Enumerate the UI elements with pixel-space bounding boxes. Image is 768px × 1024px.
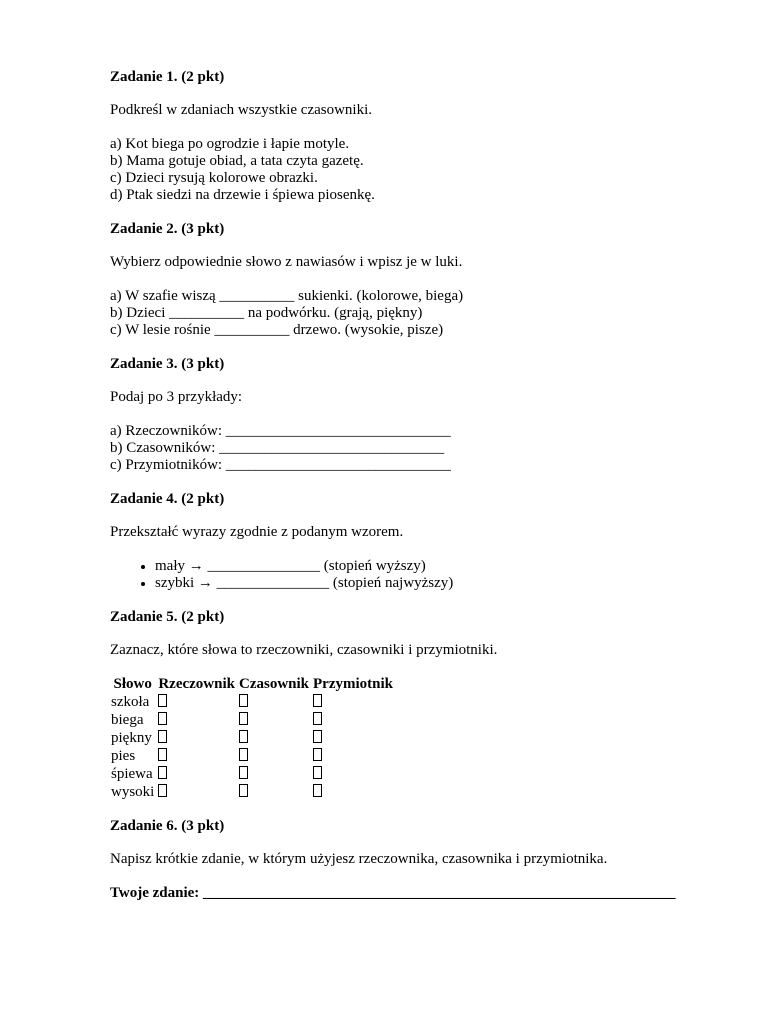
column-header-verb: Czasownik	[239, 676, 310, 692]
adjective-checkbox-cell	[311, 729, 395, 747]
noun-checkbox[interactable]	[158, 748, 167, 761]
word-cell: biega	[111, 712, 144, 728]
example-line: b) Czasowników: ______________________________	[110, 440, 445, 456]
sentence-item: c) Dzieci rysują kolorowe obrazki.	[110, 170, 318, 186]
verb-checkbox[interactable]	[239, 730, 248, 743]
task-3-heading: Zadanie 3. (3 pkt)	[110, 356, 225, 372]
table-row	[109, 729, 395, 747]
word-cell: szkoła	[111, 694, 150, 710]
noun-checkbox-cell	[156, 783, 237, 801]
adjective-checkbox[interactable]	[313, 766, 322, 779]
task-2	[110, 221, 708, 339]
adjective-checkbox[interactable]	[313, 694, 322, 707]
answer-blank[interactable]: _______________________________________________________________	[203, 885, 676, 901]
sentence-item: b) Mama gotuje obiad, a tata czyta gazetę.	[110, 153, 364, 169]
gap-sentence-item: c) W lesie rośnie __________ drzewo. (wysokie, pisze)	[110, 322, 444, 338]
adjective-checkbox[interactable]	[313, 712, 322, 725]
noun-checkbox[interactable]	[158, 766, 167, 779]
task-3-example-lines	[110, 423, 708, 474]
example-line: a) Rzeczowników: ______________________________	[110, 423, 451, 439]
verb-checkbox-cell	[237, 729, 311, 747]
noun-checkbox-cell	[156, 729, 237, 747]
word-cell: piękny	[111, 730, 152, 746]
verb-checkbox-cell	[237, 747, 311, 765]
noun-checkbox[interactable]	[158, 730, 167, 743]
task-2-heading: Zadanie 2. (3 pkt)	[110, 221, 225, 237]
task-2-gap-sentences	[110, 288, 708, 339]
noun-checkbox-cell	[156, 693, 237, 711]
column-header-adjective: Przymiotnik	[313, 676, 394, 692]
gap-sentence-item: a) W szafie wiszą __________ sukienki. (kolorowe, biega)	[110, 288, 464, 304]
table-row	[109, 711, 395, 729]
table-header-row	[109, 676, 395, 693]
adjective-checkbox[interactable]	[313, 730, 322, 743]
noun-checkbox-cell	[156, 765, 237, 783]
task-6-instruction: Napisz krótkie zdanie, w którym użyjesz rzeczownika, czasownika i przymiotnika.	[110, 851, 608, 867]
task-1-heading: Zadanie 1. (2 pkt)	[110, 69, 225, 85]
bullet-item: • mały → _______________ (stopień wyższy)	[155, 558, 708, 575]
adjective-checkbox-cell	[311, 693, 395, 711]
task-5-heading: Zadanie 5. (2 pkt)	[110, 609, 225, 625]
task-5	[110, 609, 708, 801]
task-4-instruction: Przekształć wyrazy zgodnie z podanym wzorem.	[110, 524, 404, 540]
sentence-item: d) Ptak siedzi na drzewie i śpiewa piosenkę.	[110, 187, 375, 203]
noun-checkbox-cell	[156, 711, 237, 729]
table-row	[109, 693, 395, 711]
word-classification-table	[109, 676, 395, 801]
bullet-item: • szybki → _______________ (stopień najwyższy)	[155, 575, 708, 592]
adjective-checkbox-cell	[311, 765, 395, 783]
table-row	[109, 747, 395, 765]
column-header-word: Słowo	[113, 676, 152, 692]
verb-checkbox-cell	[237, 693, 311, 711]
noun-checkbox[interactable]	[158, 712, 167, 725]
sentence-item: a) Kot biega po ogrodzie i łapie motyle.	[110, 136, 350, 152]
verb-checkbox[interactable]	[239, 766, 248, 779]
task-3-instruction: Podaj po 3 przykłady:	[110, 389, 243, 405]
gap-sentence-item: b) Dzieci __________ na podwórku. (grają, piękny)	[110, 305, 423, 321]
word-cell: pies	[111, 748, 136, 764]
adjective-checkbox[interactable]	[313, 748, 322, 761]
task-6-heading: Zadanie 6. (3 pkt)	[110, 818, 225, 834]
adjective-checkbox-cell	[311, 711, 395, 729]
column-header-noun: Rzeczownik	[158, 676, 235, 692]
table-row	[109, 765, 395, 783]
verb-checkbox-cell	[237, 783, 311, 801]
verb-checkbox[interactable]	[239, 784, 248, 797]
adjective-checkbox-cell	[311, 747, 395, 765]
task-1-sentences	[110, 136, 708, 204]
table-row	[109, 783, 395, 801]
answer-label: Twoje zdanie:	[110, 885, 200, 901]
adjective-checkbox[interactable]	[313, 784, 322, 797]
task-6	[110, 818, 708, 902]
verb-checkbox-cell	[237, 765, 311, 783]
task-4	[110, 491, 708, 592]
word-cell: wysoki	[111, 784, 155, 800]
task-4-heading: Zadanie 4. (2 pkt)	[110, 491, 225, 507]
noun-checkbox-cell	[156, 747, 237, 765]
task-5-instruction: Zaznacz, które słowa to rzeczowniki, czasowniki i przymiotniki.	[110, 642, 498, 658]
noun-checkbox[interactable]	[158, 694, 167, 707]
adjective-checkbox-cell	[311, 783, 395, 801]
verb-checkbox-cell	[237, 711, 311, 729]
word-cell: śpiewa	[111, 766, 153, 782]
noun-checkbox[interactable]	[158, 784, 167, 797]
task-1-instruction: Podkreśl w zdaniach wszystkie czasowniki.	[110, 102, 373, 118]
verb-checkbox[interactable]	[239, 712, 248, 725]
verb-checkbox[interactable]	[239, 694, 248, 707]
task-4-bullet-list	[110, 558, 708, 592]
answer-line	[110, 885, 708, 902]
task-3	[110, 356, 708, 474]
task-2-instruction: Wybierz odpowiednie słowo z nawiasów i wpisz je w luki.	[110, 254, 463, 270]
verb-checkbox[interactable]	[239, 748, 248, 761]
task-1	[110, 69, 708, 204]
example-line: c) Przymiotników: ______________________________	[110, 457, 451, 473]
